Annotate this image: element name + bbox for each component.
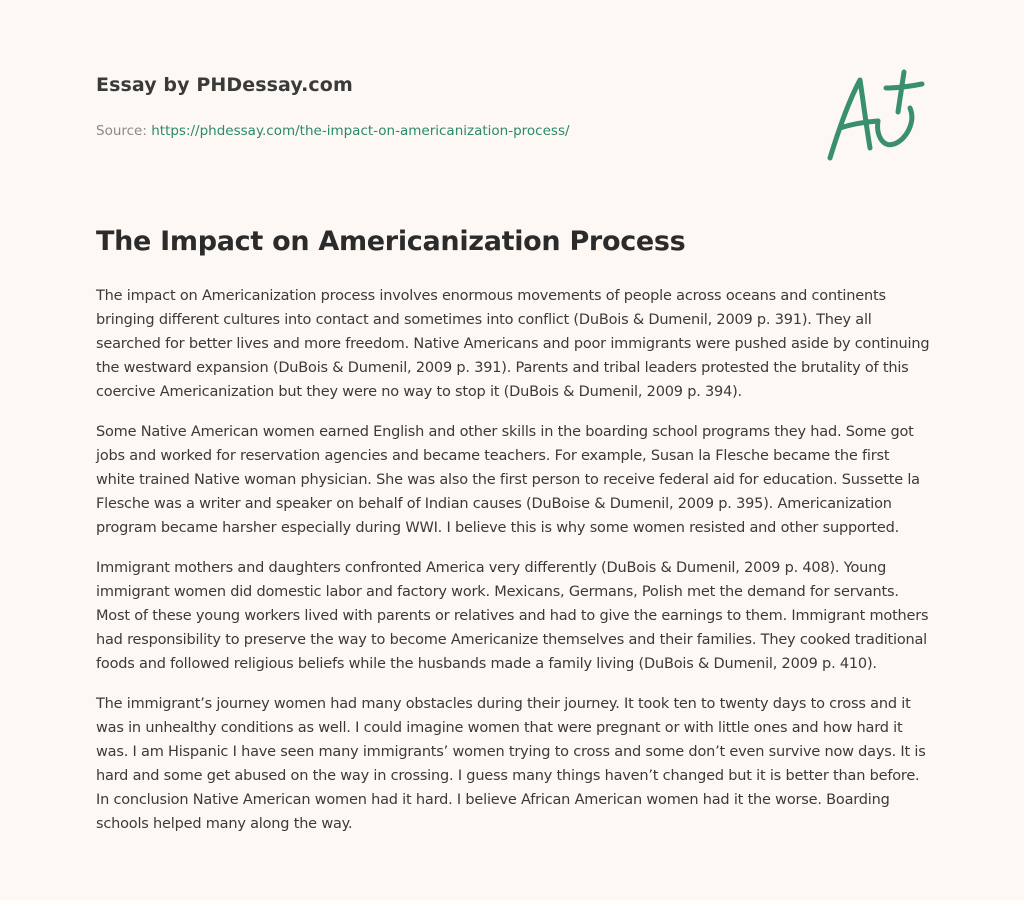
essay-paragraph: Immigrant mothers and daughters confronted America very differently (DuBois & Dumenil, 2009 p. 408). Young immigrant women did domestic labor and factory work. Mexicans, Germans, Polish met the demand for servants. Most of these young workers lived with parents or relatives and had to give the earnings to them. Immigrant mothers had responsibility to preserve the way to become Americanize themselves and their families. They cooked traditional foods and followed religious beliefs while the husbands made a family living (DuBois & Dumenil, 2009 p. 410). bbox=[96, 560, 929, 672]
brand-title: Essay by PHDessay.com bbox=[96, 74, 353, 96]
source-line bbox=[96, 123, 570, 139]
a-plus-grade-icon bbox=[818, 66, 930, 166]
essay-paragraph: The immigrant’s journey women had many obstacles during their journey. It took ten to twenty days to cross and it was in unhealthy conditions as well. I could imagine women that were pregnant or with little ones and how hard it was. I am Hispanic I have seen many immigrants’ women trying to cross and some don’t even survive now days. It is hard and some get abused on the way in crossing. I guess many things haven’t changed but it is better than before. In conclusion Native American women had it hard. I believe African American women had it the worse. Boarding schools helped many along the way. bbox=[96, 696, 926, 832]
essay-title: The Impact on Americanization Process bbox=[96, 226, 686, 257]
source-label: Source: bbox=[96, 123, 152, 139]
essay-body bbox=[96, 284, 930, 852]
page-header bbox=[96, 74, 756, 139]
essay-paragraph: The impact on Americanization process involves enormous movements of people across oceans and continents bringing different cultures into contact and sometimes into conflict (DuBois & Dumenil, 2009 p. 391). They all searched for better lives and more freedom. Native Americans and poor immigrants were pushed aside by continuing the westward expansion (DuBois & Dumenil, 2009 p. 391). Parents and tribal leaders protested the brutality of this coercive Americanization but they were no way to stop it (DuBois & Dumenil, 2009 p. 394). bbox=[96, 288, 930, 400]
source-link[interactable]: https://phdessay.com/the-impact-on-americanization-process/ bbox=[151, 123, 570, 139]
essay-paragraph: Some Native American women earned English and other skills in the boarding school programs they had. Some got jobs and worked for reservation agencies and became teachers. For example, Susan la Flesche became the first white trained Native woman physician. She was also the first person to receive federal aid for education. Sussette la Flesche was a writer and speaker on behalf of Indian causes (DuBoise & Dumenil, 2009 p. 395). Americanization program became harsher especially during WWI. I believe this is why some women resisted and other supported. bbox=[96, 424, 920, 536]
